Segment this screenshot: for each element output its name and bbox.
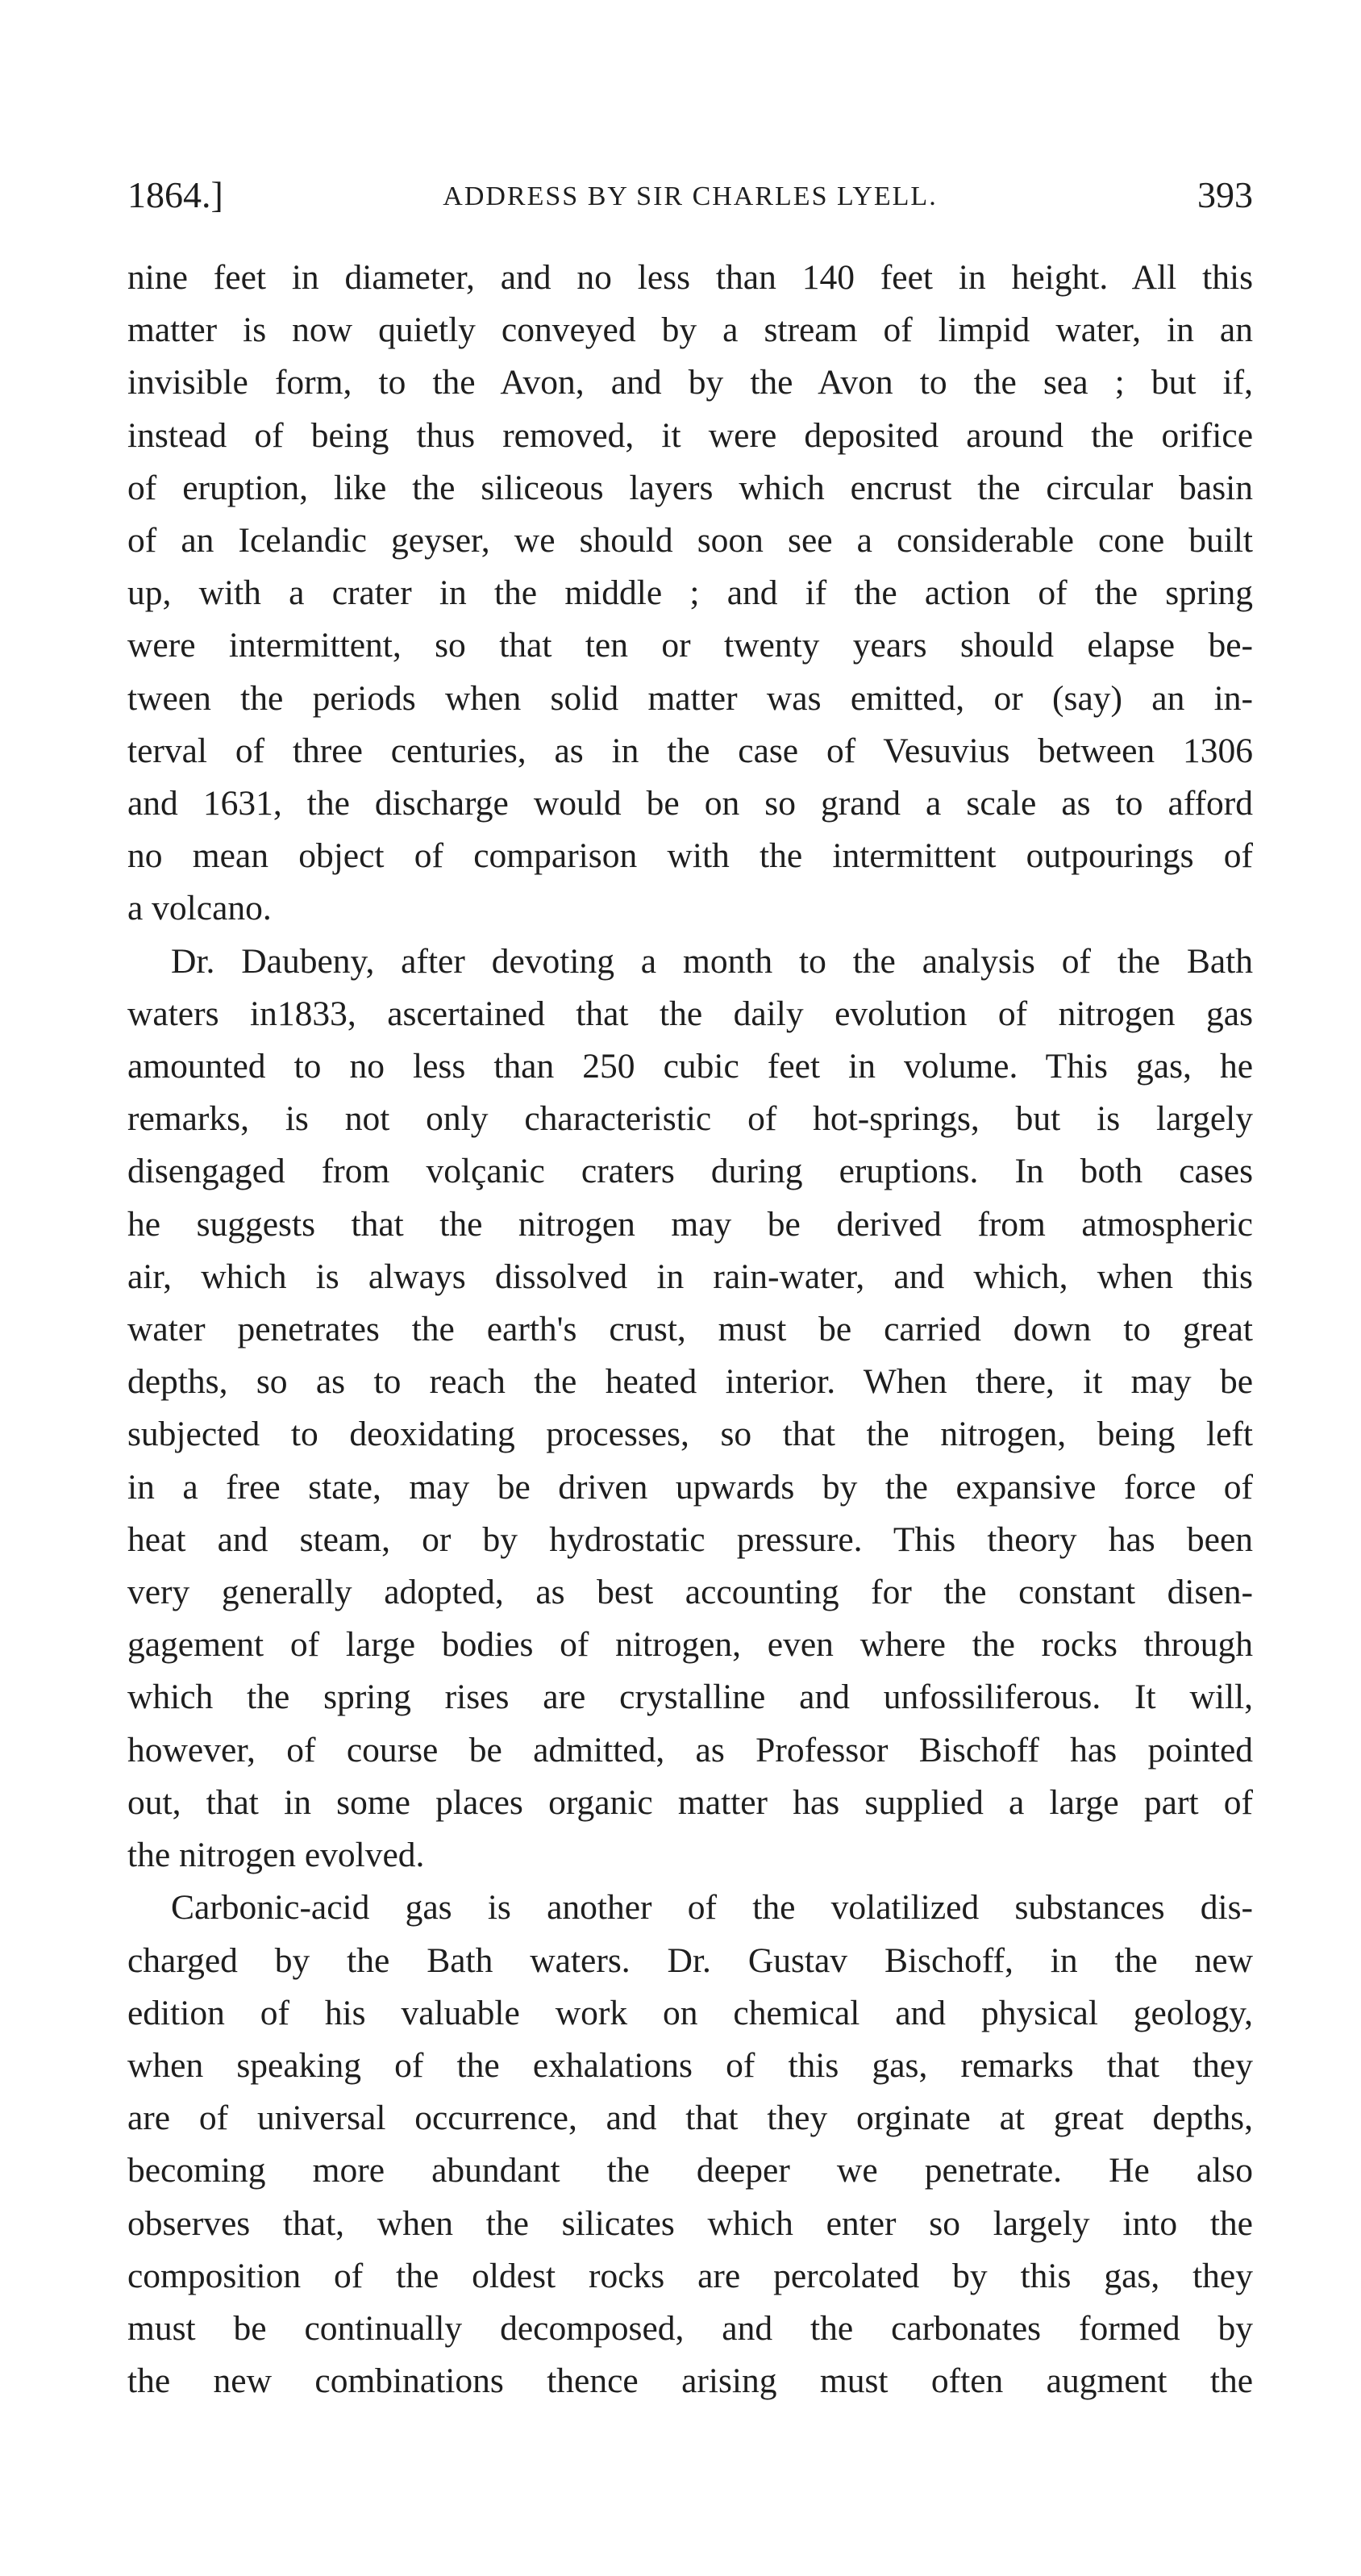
text-line: no mean object of comparison with the intermittent outpourings of [127, 836, 1253, 876]
text-line: air, which is always dissolved in rain-water, and which, when this [127, 1257, 1253, 1296]
text-line: invisible form, to the Avon, and by the Avon to the sea ; but if, [127, 363, 1253, 402]
text-line: edition of his valuable work on chemical and physical geology, [127, 1993, 1253, 2032]
text-line: instead of being thus removed, it were deposited around the orifice [127, 415, 1253, 455]
text-line: remarks, is not only characteristic of hot-springs, but is largely [127, 1099, 1253, 1139]
text-line: were intermittent, so that ten or twenty years should elapse be- [127, 626, 1253, 665]
text-line: up, with a crater in the middle ; and if the action of the spring [127, 573, 1253, 613]
text-line: very generally adopted, as best accounting for the constant disen- [127, 1573, 1253, 1612]
text-line: the nitrogen evolved. [127, 1836, 425, 1875]
body-text [127, 252, 1253, 2407]
text-line: which the spring rises are crystalline and unfossiliferous. It will, [127, 1678, 1253, 1717]
running-head-year: 1864.] [127, 174, 223, 215]
text-line: depths, so as to reach the heated interior. When there, it may be [127, 1362, 1253, 1402]
running-head-title: ADDRESS BY SIR CHARLES LYELL. [443, 181, 938, 211]
running-head [127, 171, 1253, 219]
paragraph-1 [127, 252, 1253, 936]
text-line: out, that in some places organic matter has supplied a large part of [127, 1782, 1253, 1822]
text-line: charged by the Bath waters. Dr. Gustav Bischoff, in the new [127, 1940, 1253, 1980]
text-line: becoming more abundant the deeper we penetrate. He also [127, 2151, 1253, 2190]
text-line: composition of the oldest rocks are percolated by this gas, they [127, 2256, 1253, 2295]
paragraph-2 [127, 936, 1253, 1882]
text-line: a volcano. [127, 889, 272, 928]
text-line: when speaking of the exhalations of this gas, remarks that they [127, 2045, 1253, 2085]
text-line: tween the periods when solid matter was emitted, or (say) an in- [127, 678, 1253, 718]
text-line: Carbonic-acid gas is another of the volatilized substances dis- [171, 1888, 1253, 1928]
text-line: are of universal occurrence, and that they orginate at great depths, [127, 2099, 1253, 2138]
text-line: disengaged from volçanic craters during eruptions. In both cases [127, 1152, 1253, 1191]
text-line: of eruption, like the siliceous layers which encrust the circular basin [127, 468, 1253, 507]
text-line: in a free state, may be driven upwards by the expansive force of [127, 1467, 1253, 1507]
text-line: matter is now quietly conveyed by a stream of limpid water, in an [127, 311, 1253, 350]
book-page [127, 171, 1253, 2407]
page-number: 393 [1197, 174, 1253, 215]
text-line: however, of course be admitted, as Professor Bischoff has pointed [127, 1730, 1253, 1769]
text-line: amounted to no less than 250 cubic feet in volume. This gas, he [127, 1047, 1253, 1086]
text-line: waters in1833, ascertained that the daily evolution of nitrogen gas [127, 994, 1253, 1033]
text-line: gagement of large bodies of nitrogen, even where the rocks through [127, 1625, 1253, 1665]
text-line: water penetrates the earth's crust, must be carried down to great [127, 1310, 1253, 1349]
text-line: Dr. Daubeny, after devoting a month to the analysis of the Bath [171, 941, 1253, 981]
text-line: subjected to deoxidating processes, so that the nitrogen, being left [127, 1415, 1253, 1454]
text-line: of an Icelandic geyser, we should soon see a considerable cone built [127, 521, 1253, 561]
text-line: must be continually decomposed, and the carbonates formed by [127, 2308, 1253, 2348]
text-line: the new combinations thence arising must often augment the [127, 2361, 1253, 2401]
text-line: terval of three centuries, as in the case of Vesuvius between 1306 [127, 731, 1253, 770]
paragraph-3 [127, 1882, 1253, 2407]
text-line: nine feet in diameter, and no less than 140 feet in height. All this [127, 258, 1253, 297]
text-line: and 1631, the discharge would be on so grand a scale as to afford [127, 784, 1253, 823]
text-line: he suggests that the nitrogen may be derived from atmospheric [127, 1204, 1253, 1244]
text-line: observes that, when the silicates which enter so largely into the [127, 2203, 1253, 2243]
text-line: heat and steam, or by hydrostatic pressure. This theory has been [127, 1519, 1253, 1559]
